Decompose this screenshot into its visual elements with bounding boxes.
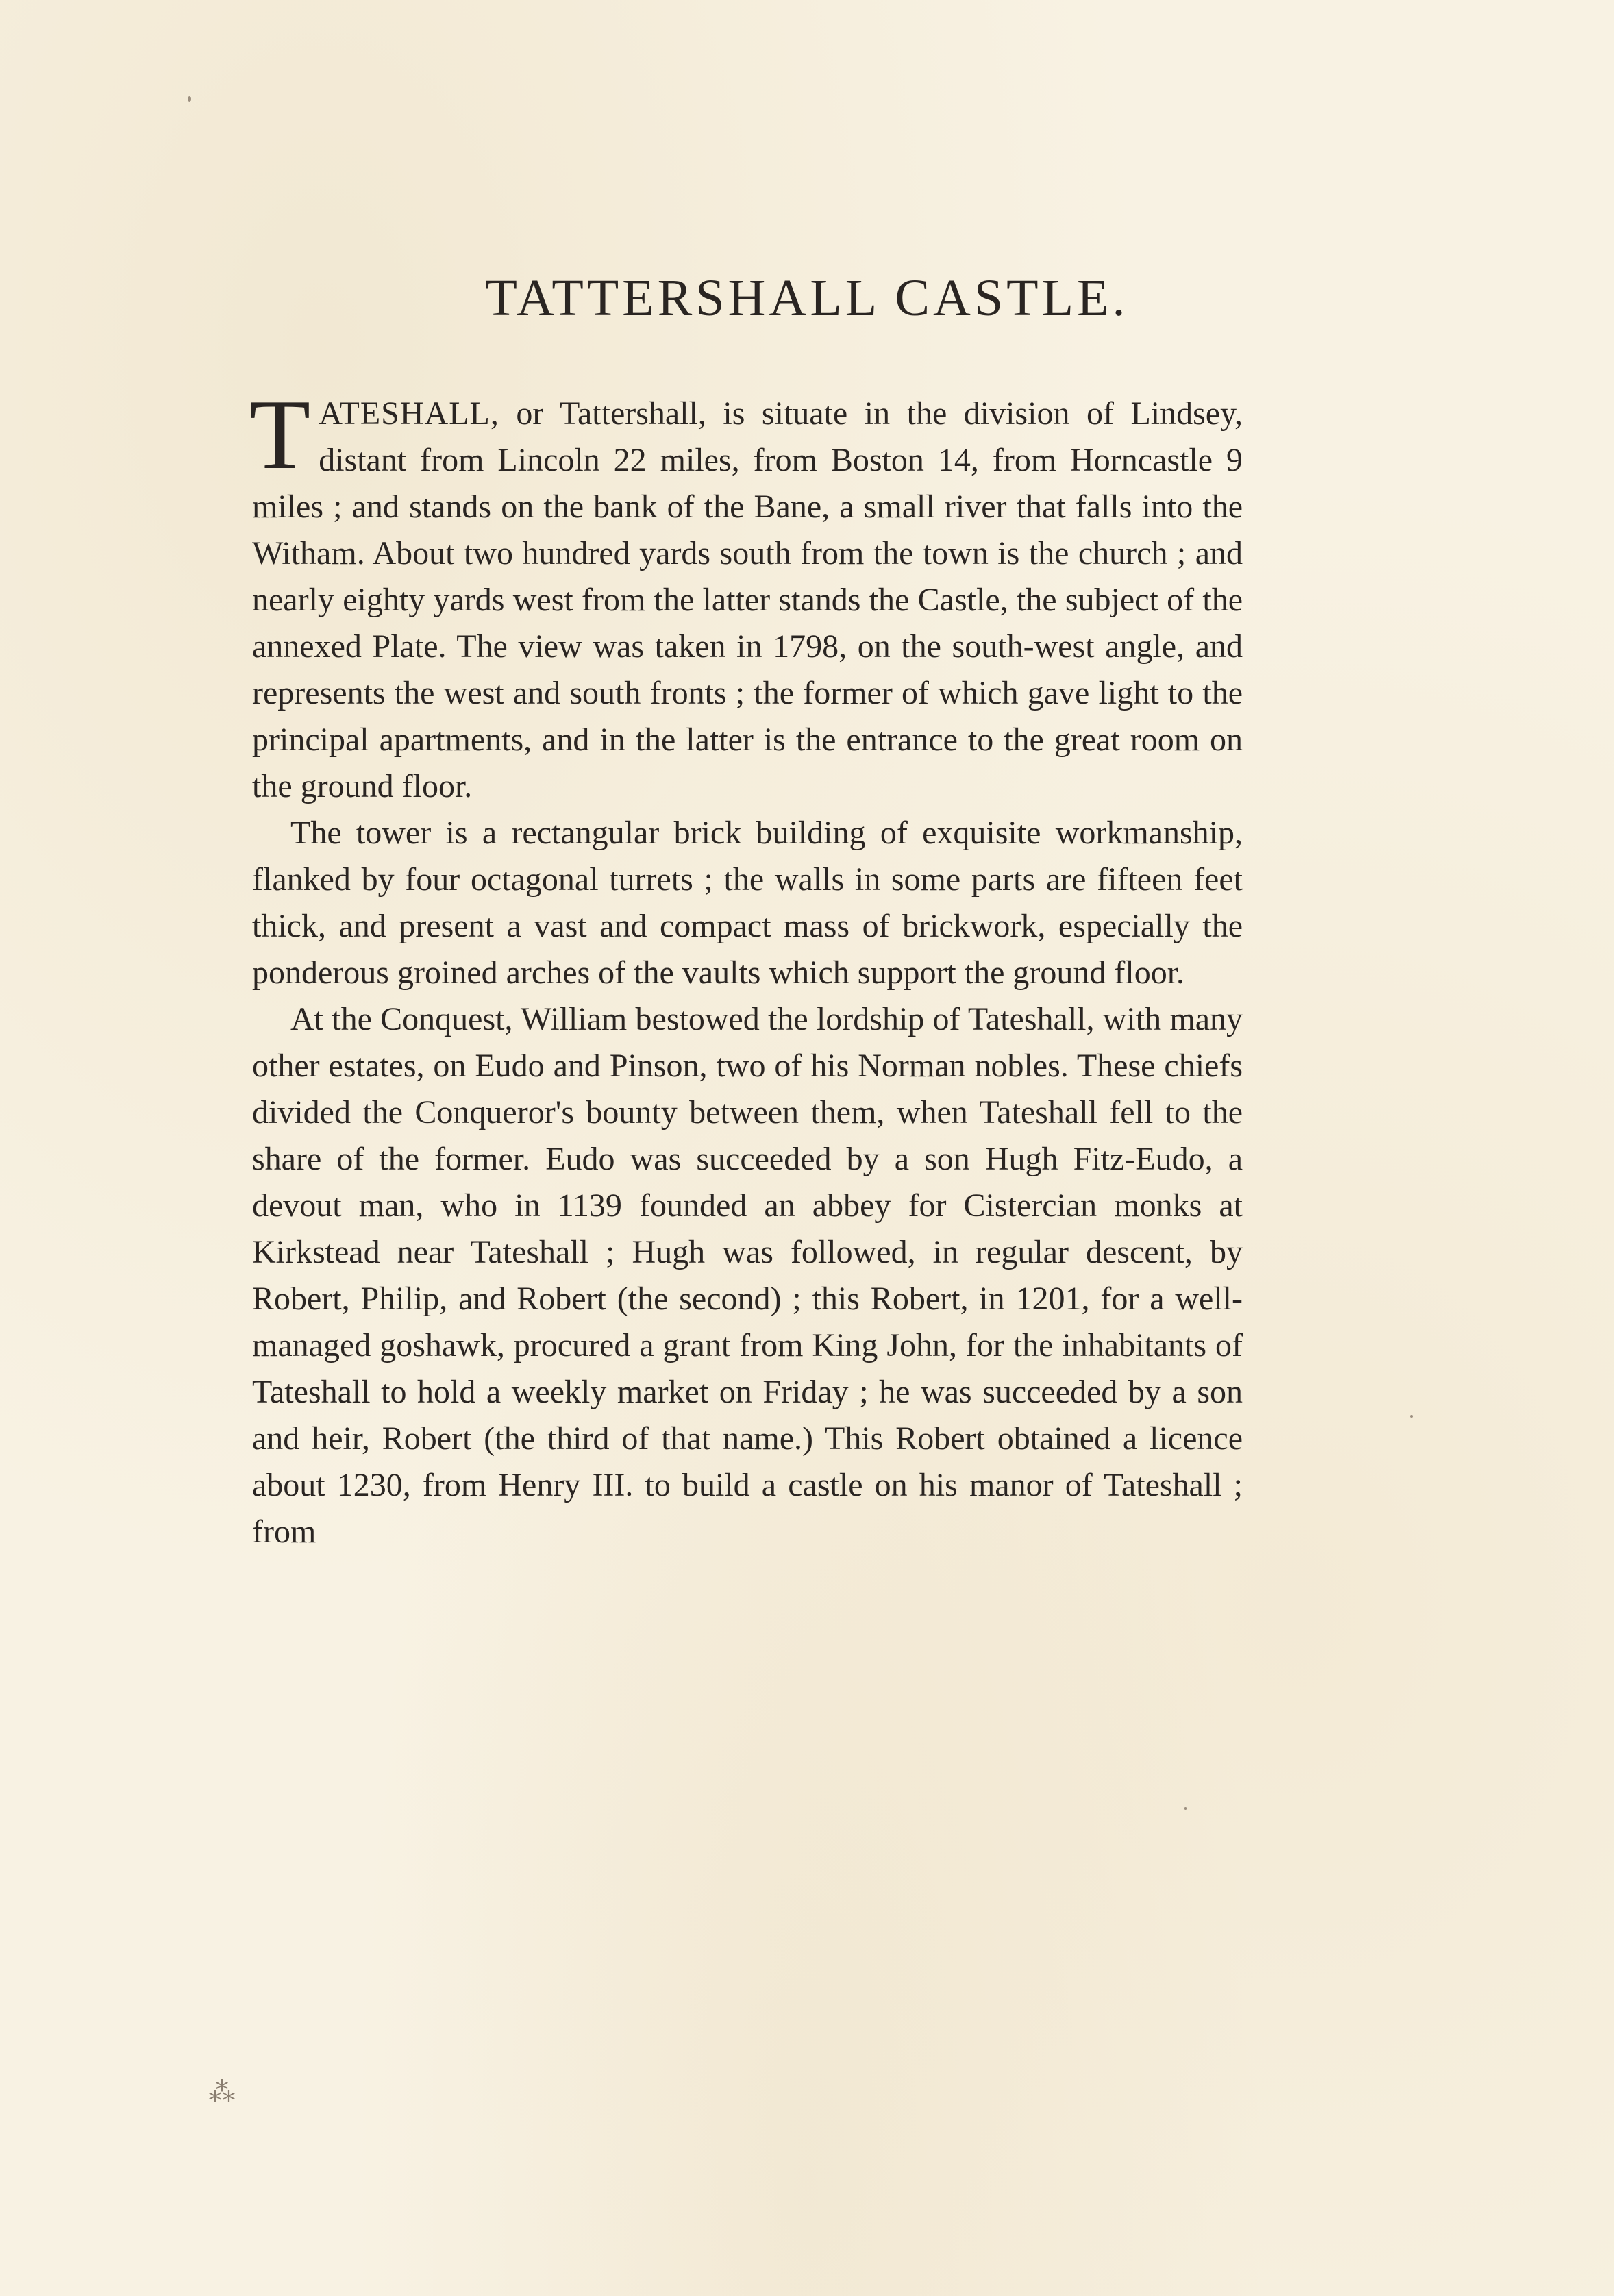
body-text: [249, 379, 1243, 1555]
paragraph-1: [249, 379, 1243, 810]
paragraph-1-text: or Tattershall, is situate in the division of Lindsey, distant from Lincoln 22 miles, from Boston 14, from Horncastle 9 miles ; and stands on the bank of the Bane, a small river that falls into the Witham. About two hundred yards south from the town is the church ; and nearly eighty yards west from the latter stands the Castle, the subject of the annexed Plate. The view was taken in 1798, on the south-west angle, and represents the west and south fronts ; the former of which gave light to the principal apartments, and in the latter is the entrance to the great room on the ground floor.: [252, 395, 1243, 804]
paper-speck: [1410, 1415, 1413, 1418]
margin-flourish-icon: ⁂: [208, 2077, 236, 2108]
paragraph-2: The tower is a rectangular brick building of exquisite workmanship, flanked by four octagonal turrets ; the walls in some parts are fifteen feet thick, and present a vast and compact mass of brickwork, especially the ponderous groined arches of the vaults which support the ground floor.: [252, 815, 1243, 991]
paper-speck: [1184, 1807, 1187, 1810]
lead-word: ATESHALL,: [319, 395, 499, 432]
drop-cap: T: [249, 379, 311, 490]
page-title: TATTERSHALL CASTLE.: [485, 269, 1129, 327]
paragraph-3: At the Conquest, William bestowed the lordship of Tateshall, with many other estates, on Eudo and Pinson, two of his Norman nobles. These chiefs divided the Conqueror's bounty between them, when Tateshall fell to the share of the former. Eudo was succeeded by a son Hugh Fitz-Eudo, a devout man, who in 1139 founded an abbey for Cistercian monks at Kirkstead near Tateshall ; Hugh was followed, in regular descent, by Robert, Philip, and Robert (the second) ; this Robert, in 1201, for a well-managed goshawk, procured a grant from King John, for the inhabitants of Tateshall to hold a weekly market on Friday ; he was succeeded by a son and heir, Robert (the third of that name.) This Robert obtained a licence about 1230, from Henry III. to build a castle on his manor of Tateshall ; from: [252, 1001, 1243, 1550]
paper-speck: [188, 96, 191, 102]
